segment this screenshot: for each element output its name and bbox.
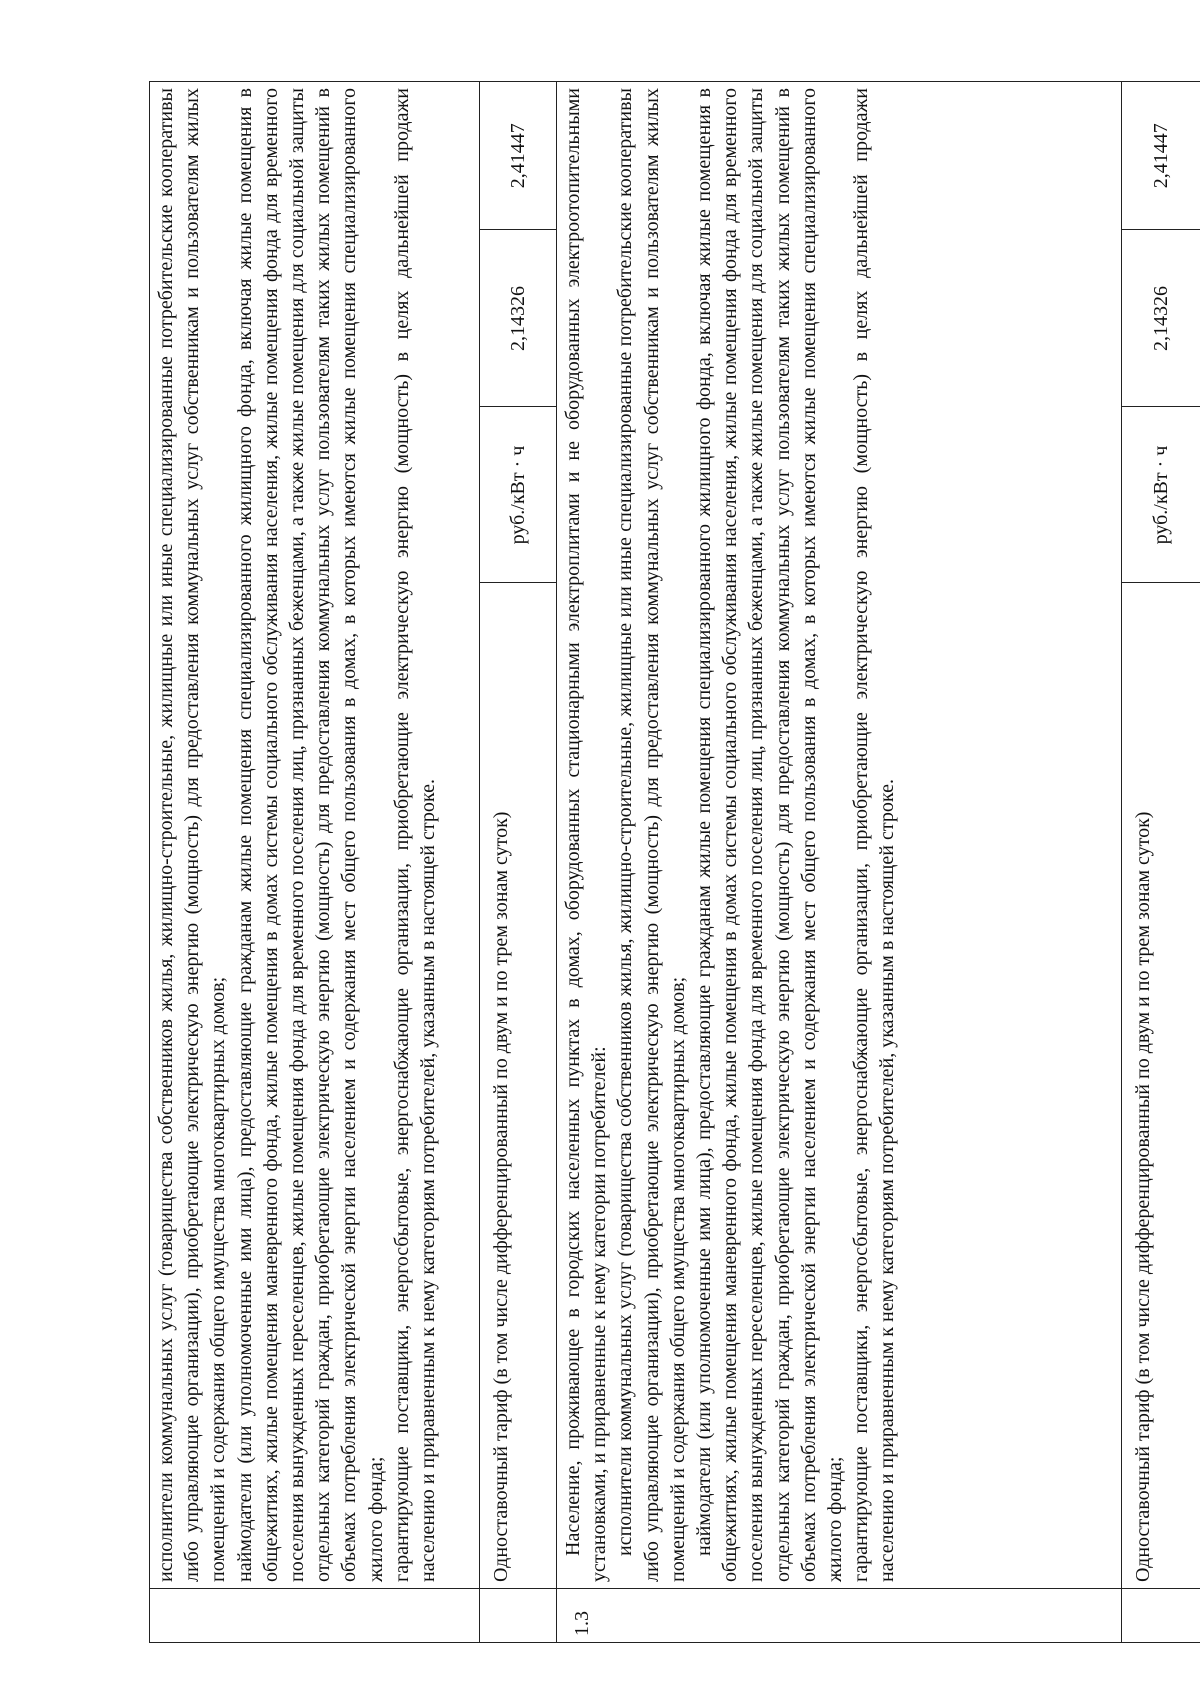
- tariff-subtable: [480, 82, 556, 1588]
- row-number: [150, 1589, 480, 1643]
- tariff-value-2: 2,41447: [1149, 123, 1172, 189]
- tariff-subtable: [1122, 82, 1200, 1588]
- paragraph: наймодатели (или уполномоченные ими лица), предоставляющие гражданам жилые помещения специализированного жилищного фонда, включая жилые помещения в общежитиях, жилые помещения маневренного фонда, жилые помещения в домах системы социального обслуживания населения, жилые помещения фонда для временного поселения вынужденных переселенцев, жилые помещения фонда для временного поселения лиц, признанных беженцами, а также жилые помещения для социальной защиты отдельных категорий граждан, приобретающие электрическую энергию (мощность) для предоставления коммунальных услуг пользователям таких жилых помещений в объемах потребления электрической энергии населением и содержания мест общего пользования в домах, в которых имеются жилые помещения специализированного жилого фонда;: [233, 88, 387, 1582]
- tariff-table: [149, 81, 1200, 1643]
- tariff-label: Одноставочный тариф (в том числе дифференцированный по двум и по трем зонам суток): [1122, 583, 1200, 1588]
- tariff-value-1: 2,14326: [480, 230, 556, 407]
- tariff-label: Одноставочный тариф (в том числе дифференцированный по двум и по трем зонам суток): [480, 583, 556, 1588]
- paragraph: гарантирующие поставщики, энергосбытовые, энергоснабжающие организации, приобретающие электрическую энергию (мощность) в целях дальнейшей продажи населению и приравненным к нему категориям потребителей, указанным в настоящей строке.: [390, 88, 440, 1582]
- paragraph: исполнители коммунальных услуг (товарищества собственников жилья, жилищно-строительные, жилищные или иные специализированные потребительские кооперативы либо управляющие организации), приобретающие электрическую энергию (мощность) для предоставления коммунальных услуг собственникам и пользователям жилых помещений и содержания общего имущества многоквартирных домов;: [614, 88, 689, 1582]
- paragraph: наймодатели (или уполномоченные ими лица), предоставляющие гражданам жилые помещения специализированного жилищного фонда, включая жилые помещения в общежитиях, жилые помещения маневренного фонда, жилые помещения в домах системы социального обслуживания населения, жилые помещения фонда для временного поселения вынужденных переселенцев, жилые помещения фонда для временного поселения лиц, признанных беженцами, а также жилые помещения для социальной защиты отдельных категорий граждан, приобретающие электрическую энергию (мощность) для предоставления коммунальных услуг пользователям таких жилых помещений в объемах потребления электрической энергии населением и содержания мест общего пользования в домах, в которых имеются жилые помещения специализированного жилого фонда;: [693, 88, 847, 1582]
- paragraph: Население, проживающее в городских населенных пунктах в домах, оборудованных стационарными электроплитами и не оборудованных электроотопительными установками, и приравненные к нему категории потребителей:: [562, 88, 611, 1582]
- tariff-value-2: 2,41447: [506, 123, 529, 189]
- row-number: 1.3: [557, 1589, 1122, 1643]
- table-row: [557, 82, 1122, 1643]
- paragraph: гарантирующие поставщики, энергосбытовые, энергоснабжающие организации, приобретающие электрическую энергию (мощность) в целях дальнейшей продажи населению и приравненным к нему категориям потребителей, указанным в настоящей строке.: [850, 88, 899, 1582]
- table-row: [150, 82, 480, 1643]
- tariff-unit: руб./кВт · ч: [480, 407, 556, 583]
- tariff-row: [1122, 82, 1200, 1643]
- tariff-value-1: 2,14326: [1122, 230, 1200, 407]
- tariff-unit: руб./кВт · ч: [1122, 407, 1200, 583]
- row-description: [150, 82, 480, 1589]
- tariff-row: [480, 82, 557, 1643]
- paragraph: исполнители коммунальных услуг (товарищества собственников жилья, жилищно-строительные, жилищные или иные специализированные потребительские кооперативы либо управляющие организации), приобретающие электрическую энергию (мощность) для предоставления коммунальных услуг собственникам и пользователям жилых помещений и содержания общего имущества многоквартирных домов;: [155, 88, 230, 1582]
- row-description: [557, 82, 1122, 1589]
- rotated-page: [149, 81, 1200, 1643]
